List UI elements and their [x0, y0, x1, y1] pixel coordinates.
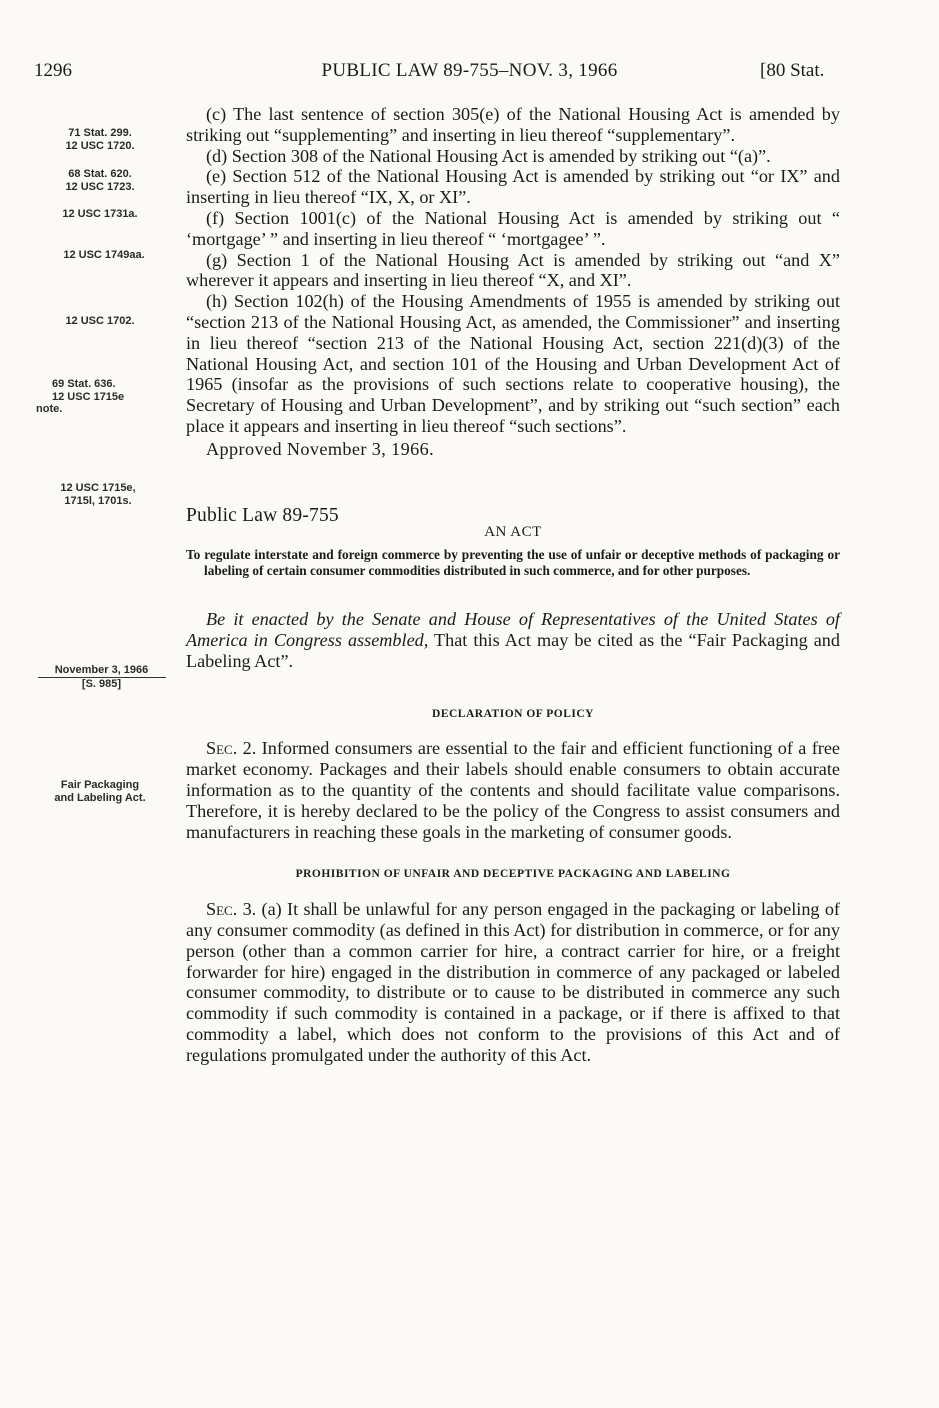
- margin-note: 69 Stat. 636. 12 USC 1715e note.: [36, 378, 125, 415]
- margin-note: 12 USC 1702.: [65, 315, 135, 327]
- enacting-clause-text: That this Act may be cited as the “Fair Packaging and Labeling Act”.: [186, 629, 840, 671]
- paragraph-e: (e) Section 512 of the National Housing Act is amended by striking out “or IX” and inserting in lieu thereof “IX, X, or XI”.: [186, 166, 840, 208]
- enactment-date-note: [34, 664, 169, 690]
- statute-reference: [80 Stat.: [760, 60, 825, 81]
- purpose-statement: To regulate interstate and foreign commerce by preventing the use of unfair or deceptive methods of packaging or labeling of certain consumer commodities distributed in such commerce, and for other purposes.: [186, 547, 840, 579]
- paragraph-h: (h) Section 102(h) of the Housing Amendments of 1955 is amended by striking out “section 213 of the National Housing Act, as amended, the Commissioner” and inserting in lieu thereof “section 213 of the National Housing Act, section 221(d)(3) of the National Housing Act, and section 101 of the Housing and Urban Development Act of 1965 (insofar as the provisions of such sections relate to cooperative housing), the Secretary of Housing and Urban Development”, and by striking out “such section” each place it appears and inserting in lieu thereof “such sections”.: [186, 291, 840, 436]
- enacting-clause: [186, 609, 840, 671]
- running-title: PUBLIC LAW 89-755–NOV. 3, 1966: [321, 60, 618, 81]
- margin-note: Fair Packaging and Labeling Act.: [54, 779, 146, 804]
- margin-note: 12 USC 1749aa.: [63, 249, 145, 261]
- section-2-text: Informed consumers are essential to the fair and efficient functioning of a free market economy. Packages and their labels should enable consumers to obtain accurate information as to the quantity of the contents and should facilitate value comparisons. Therefore, it is hereby declared to be the policy of the Congress to assist consumers and manufacturers in reaching these goals in the marketing of consumer goods.: [186, 738, 840, 842]
- paragraph-f: (f) Section 1001(c) of the National Housing Act is amended by striking out “ ‘mortgage’ ” and inserting in lieu thereof “ ‘mortgagee’ ”.: [186, 207, 840, 249]
- margin-note: 68 Stat. 620. 12 USC 1723.: [65, 168, 135, 193]
- margin-notes: [0, 0, 180, 1408]
- section-2: [186, 738, 840, 842]
- heading-declaration-of-policy: DECLARATION OF POLICY: [432, 707, 594, 720]
- enacting-clause-italic: Be it enacted by the Senate and House of Representatives of the United States of America in Congress assembled,: [186, 609, 840, 650]
- section-3-label: Sec. 3.: [206, 899, 257, 920]
- enactment-date: November 3, 1966: [54, 664, 149, 676]
- paragraph-c: (c) The last sentence of section 305(e) of the National Housing Act is amended by striking out “supplementing” and inserting in lieu thereof “supplementary”.: [186, 104, 840, 145]
- section-3-text: (a) It shall be unlawful for any person engaged in the packaging or labeling of any consumer commodity (as defined in this Act) for distribution in commerce, or for any person (other than a common carrier for hire, a contract carrier for hire, or a freight forwarder for hire) engaged in the distribution in commerce of any packaged or labeled consumer commodity, to distribute or to cause to be distributed in commerce any such commodity if such commodity is contained in a package, or if there is affixed to that commodity a label, which does not conform to the provisions of this Act and of regulations promulgated under the authority of this Act.: [186, 899, 840, 1065]
- paragraph-d: (d) Section 308 of the National Housing Act is amended by striking out “(a)”.: [206, 145, 771, 166]
- paragraph-g: (g) Section 1 of the National Housing Act is amended by striking out “and X” wherever it appears and inserting in lieu thereof “X, and XI”.: [186, 249, 840, 291]
- bill-number: [S. 985]: [81, 677, 122, 690]
- section-3: [186, 899, 840, 1065]
- margin-note: 12 USC 1715e, 1715l, 1701s.: [60, 482, 136, 507]
- an-act-heading: AN ACT: [484, 524, 542, 541]
- heading-prohibition: PROHIBITION OF UNFAIR AND DECEPTIVE PACKAGING AND LABELING: [295, 868, 731, 881]
- main-text: [186, 104, 840, 1065]
- approval-line: Approved November 3, 1966.: [206, 438, 435, 459]
- page-number: 1296: [34, 60, 72, 81]
- section-2-label: Sec. 2.: [206, 738, 257, 759]
- margin-note: 71 Stat. 299. 12 USC 1720.: [65, 127, 135, 152]
- public-law-title: Public Law 89-755: [186, 504, 339, 526]
- margin-note: 12 USC 1731a.: [62, 208, 138, 220]
